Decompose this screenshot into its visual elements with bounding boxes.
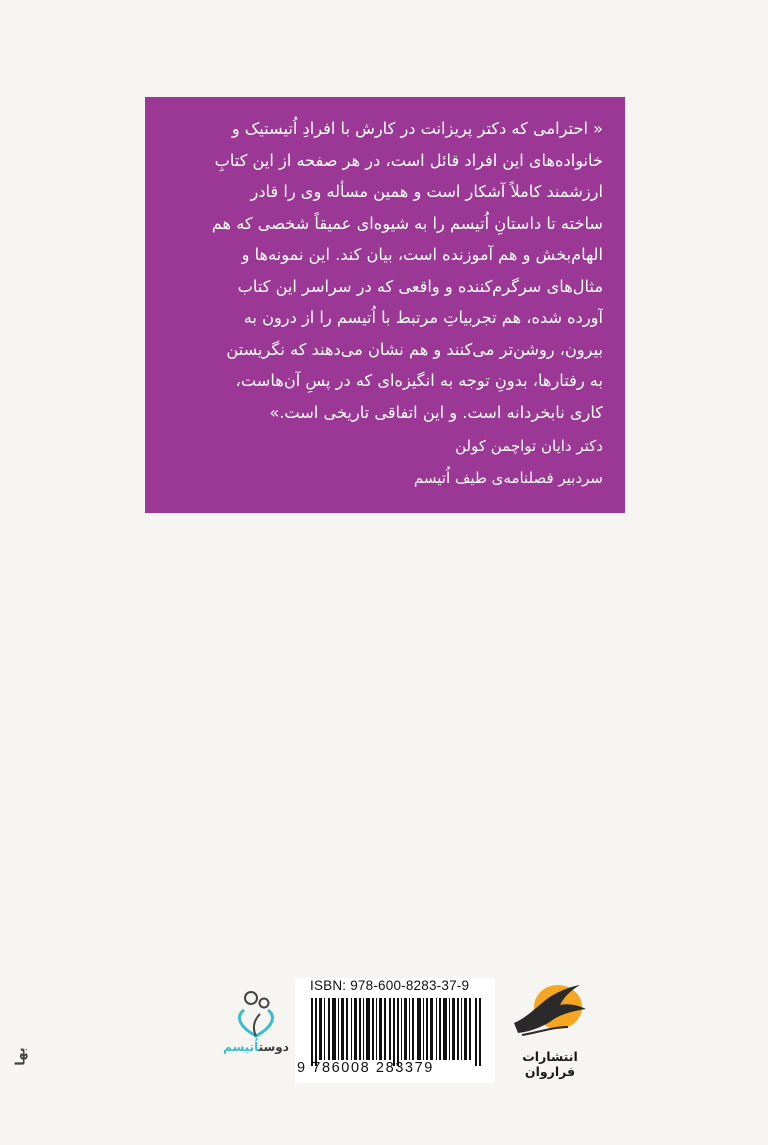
quote-line: خانواده‌های این افراد قائل است، در هر صفحه از این کتابِ [214,150,603,170]
quote-line: بیرون، روشن‌تر می‌کنند و هم نشان می‌دهند که نگریستن [226,339,603,359]
barcode-bars [311,998,483,1066]
friend-word-2: اُتیسم [223,1040,259,1054]
quote-line: ساخته تا داستانِ اُتیسم را به شیوه‌ای عمیقاً شخصی که هم [211,213,603,233]
quote-line: « احترامی که دکتر پریزانت در کارش با افرادِ اُتیستیک و [231,119,603,138]
side-mark [8,1025,34,1095]
heart-people-icon [234,990,280,1038]
publisher-name: انتشارات فراروان [522,1049,578,1079]
friend-word-1: دوست [258,1040,289,1054]
quote-line: الهام‌بخش و هم آموزنده است، بیان کند. این نمونه‌ها و [241,245,603,264]
isbn-barcode [295,978,495,1083]
quote-line: مثال‌های سرگرم‌کننده و واقعی که در سراسر این کتاب [237,276,603,296]
isbn-label: ISBN: 978-600-8283-37-9 [310,978,470,993]
attribution [163,430,603,494]
quote-line: به رفتارها، بدونِ توجه به انگیزه‌ای که در پسِ آن‌هاست، [235,371,603,390]
quote-box [145,97,625,513]
barcode-digits: 9 786008 283379 [297,1060,434,1076]
quote-line: آورده شده، هم تجربیاتِ مرتبط با اُتیسم را از درون به [243,308,603,327]
publisher-logo [500,975,600,1079]
bird-logo-icon [508,975,592,1047]
autism-friend-logo [220,990,295,1075]
autism-friend-wordmark [220,1040,292,1054]
quote-author: دکتر دایان تواچمن کولن [455,437,603,455]
quote-author-title: سردبیر فصلنامه‌ی طیف اُتیسم [413,469,603,487]
quote-line: کاری نابخردانه است. و این اتفاقی تاریخی است.» [269,402,603,422]
quote-line: ارزشمند کاملاً آشکار است و همین مسأله وی را قادر [250,182,603,201]
side-mark-text: بها [13,1047,29,1066]
